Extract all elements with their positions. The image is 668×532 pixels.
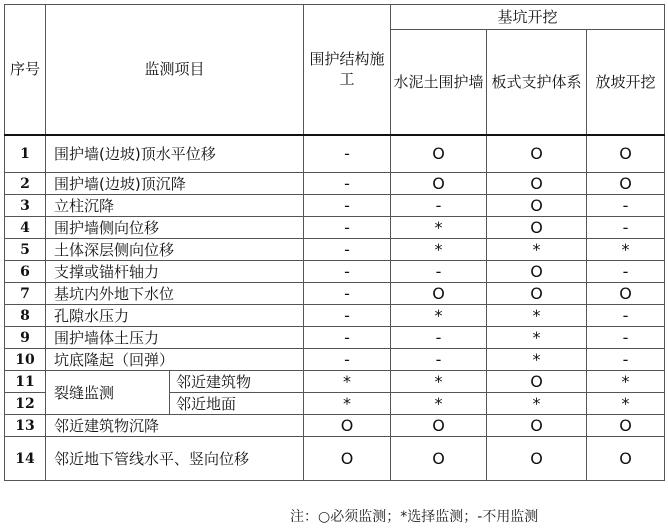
mark-cell: * xyxy=(487,305,587,327)
mark-cell: O xyxy=(304,437,391,481)
table-row xyxy=(5,415,665,437)
table-row xyxy=(5,305,665,327)
row-item: 支撑或锚杆轴力 xyxy=(46,261,304,283)
mark-cell: O xyxy=(487,217,587,239)
mark-cell: - xyxy=(391,327,487,349)
row-item: 围护墙(边坡)顶水平位移 xyxy=(46,135,304,173)
mark-cell: - xyxy=(304,305,391,327)
mark-cell: * xyxy=(391,217,487,239)
mark-cell: - xyxy=(304,195,391,217)
row-number: 11 xyxy=(5,371,46,393)
mark-cell: * xyxy=(391,239,487,261)
mark-cell: - xyxy=(304,135,391,173)
header-excavation: 基坑开挖 xyxy=(391,5,665,30)
header-col-cement-wall: 水泥土围护墙 xyxy=(391,30,487,135)
row-number: 12 xyxy=(5,393,46,415)
mark-cell: O xyxy=(487,371,587,393)
mark-cell: - xyxy=(587,195,665,217)
header-retaining: 围护结构施工 xyxy=(304,5,391,135)
row-sub-item: 邻近地面 xyxy=(170,393,304,415)
mark-cell: O xyxy=(391,135,487,173)
row-item: 围护墙(边坡)顶沉降 xyxy=(46,173,304,195)
mark-cell: - xyxy=(304,239,391,261)
mark-cell: - xyxy=(391,261,487,283)
row-item: 土体深层侧向位移 xyxy=(46,239,304,261)
mark-cell: * xyxy=(487,349,587,371)
mark-cell: * xyxy=(304,371,391,393)
row-number: 3 xyxy=(5,195,46,217)
table-row xyxy=(5,239,665,261)
mark-cell: - xyxy=(304,327,391,349)
row-number: 10 xyxy=(5,349,46,371)
row-item: 立柱沉降 xyxy=(46,195,304,217)
mark-cell: - xyxy=(391,349,487,371)
mark-cell: - xyxy=(304,349,391,371)
row-number: 5 xyxy=(5,239,46,261)
mark-cell: O xyxy=(391,283,487,305)
mark-cell: * xyxy=(587,393,665,415)
row-sub-item: 邻近建筑物 xyxy=(170,371,304,393)
monitoring-table xyxy=(4,4,665,481)
row-number: 1 xyxy=(5,135,46,173)
row-number: 2 xyxy=(5,173,46,195)
row-item: 邻近建筑物沉降 xyxy=(46,415,304,437)
mark-cell: * xyxy=(391,371,487,393)
mark-cell: * xyxy=(304,393,391,415)
row-number: 9 xyxy=(5,327,46,349)
table-row xyxy=(5,173,665,195)
mark-cell: O xyxy=(487,195,587,217)
mark-cell: O xyxy=(487,437,587,481)
row-item: 围护墙侧向位移 xyxy=(46,217,304,239)
header-seq: 序号 xyxy=(5,5,46,135)
mark-cell: O xyxy=(391,415,487,437)
row-number: 13 xyxy=(5,415,46,437)
mark-cell: O xyxy=(487,135,587,173)
mark-cell: O xyxy=(587,415,665,437)
mark-cell: O xyxy=(587,283,665,305)
row-item: 坑底隆起（回弹） xyxy=(46,349,304,371)
row-item: 邻近地下管线水平、竖向位移 xyxy=(46,437,304,481)
row-number: 6 xyxy=(5,261,46,283)
table-row xyxy=(5,437,665,481)
mark-cell: O xyxy=(587,135,665,173)
header-item: 监测项目 xyxy=(46,5,304,135)
row-number: 8 xyxy=(5,305,46,327)
table-row xyxy=(5,217,665,239)
table-row xyxy=(5,135,665,173)
table-row xyxy=(5,261,665,283)
table-row xyxy=(5,349,665,371)
mark-cell: - xyxy=(304,173,391,195)
mark-cell: O xyxy=(391,173,487,195)
row-number: 14 xyxy=(5,437,46,481)
row-number: 4 xyxy=(5,217,46,239)
header-col-slope: 放坡开挖 xyxy=(587,30,665,135)
mark-cell: * xyxy=(587,239,665,261)
mark-cell: O xyxy=(587,437,665,481)
mark-cell: - xyxy=(587,305,665,327)
mark-cell: O xyxy=(487,261,587,283)
mark-cell: * xyxy=(587,371,665,393)
table-row xyxy=(5,283,665,305)
mark-cell: - xyxy=(587,349,665,371)
mark-cell: * xyxy=(391,393,487,415)
row-item: 围护墙体土压力 xyxy=(46,327,304,349)
mark-cell: - xyxy=(587,327,665,349)
mark-cell: * xyxy=(487,327,587,349)
mark-cell: O xyxy=(587,173,665,195)
mark-cell: * xyxy=(487,393,587,415)
mark-cell: - xyxy=(304,283,391,305)
header-col-plate-support: 板式支护体系 xyxy=(487,30,587,135)
row-item: 孔隙水压力 xyxy=(46,305,304,327)
row-item: 基坑内外地下水位 xyxy=(46,283,304,305)
mark-cell: O xyxy=(487,173,587,195)
row-item: 裂缝监测 xyxy=(46,371,170,415)
mark-cell: * xyxy=(487,239,587,261)
mark-cell: O xyxy=(304,415,391,437)
mark-cell: O xyxy=(487,283,587,305)
mark-cell: * xyxy=(391,305,487,327)
legend-note: 注：○必须监测；*选择监测；-不用监测 xyxy=(290,509,539,525)
mark-cell: O xyxy=(487,415,587,437)
table-row xyxy=(5,327,665,349)
mark-cell: - xyxy=(587,261,665,283)
row-number: 7 xyxy=(5,283,46,305)
mark-cell: - xyxy=(391,195,487,217)
mark-cell: - xyxy=(304,217,391,239)
table-row xyxy=(5,371,665,393)
table-row xyxy=(5,195,665,217)
mark-cell: O xyxy=(391,437,487,481)
mark-cell: - xyxy=(587,217,665,239)
mark-cell: - xyxy=(304,261,391,283)
